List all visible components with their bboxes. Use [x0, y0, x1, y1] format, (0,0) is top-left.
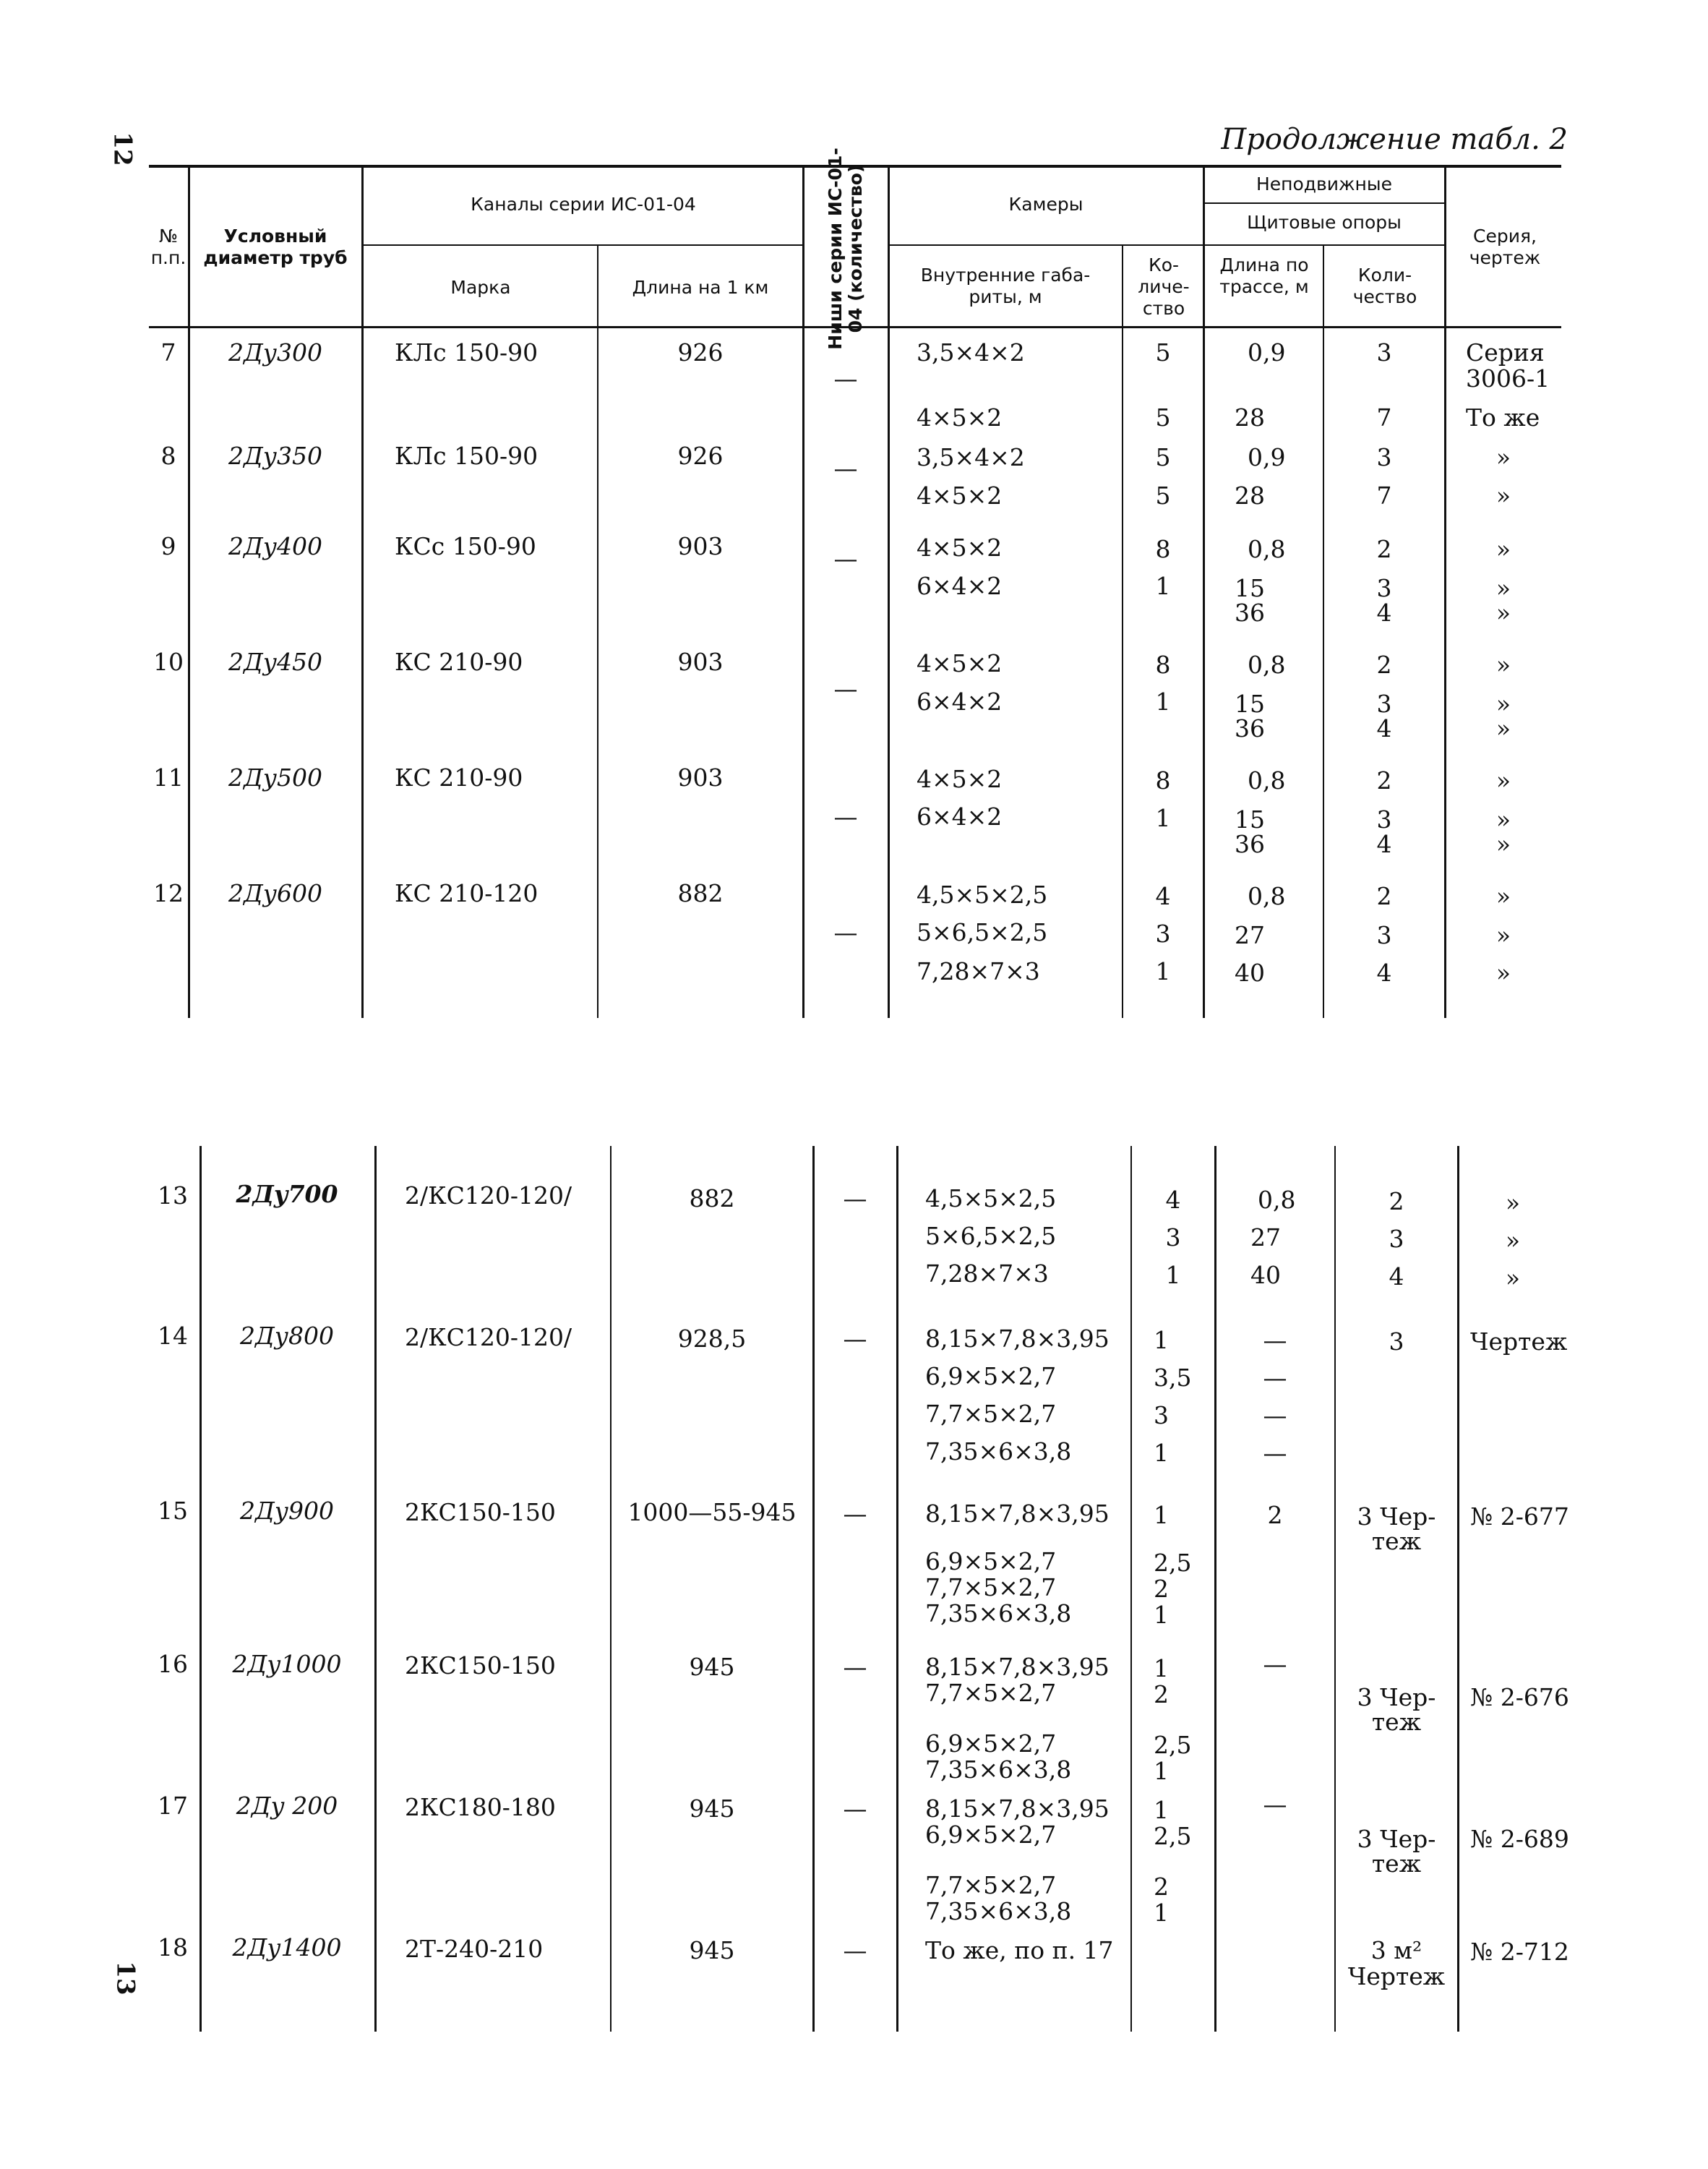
row-niche: — [833, 918, 858, 946]
row-route: 0,8 [1248, 882, 1286, 910]
row-dims: 7,35×6×3,8 [925, 1437, 1072, 1466]
row-length: 945 [689, 1653, 735, 1681]
row-mark: КЛс 150-90 [395, 338, 538, 367]
col-divider [188, 165, 190, 1018]
row-count: 4 [1389, 1262, 1404, 1291]
row-series: № 2-677 [1470, 1502, 1569, 1531]
row-dims: 7,7×5×2,7 [925, 1871, 1057, 1899]
row-count: 2 [1389, 1187, 1404, 1215]
row-dims: 6,9×5×2,7 [925, 1547, 1057, 1575]
row-diameter: 2Ду500 [228, 763, 322, 792]
row-series: № 2-712 [1470, 1938, 1569, 1966]
row-series: » [1495, 651, 1511, 679]
row-route: 36 [1235, 830, 1265, 858]
row-diameter: 2Ду600 [228, 879, 322, 907]
row-series: Чертеж [1470, 1327, 1568, 1356]
col-divider [896, 1146, 898, 2032]
row-count: 2 [1376, 882, 1392, 910]
row-series: » [1495, 959, 1511, 987]
row-number: 8 [160, 442, 176, 470]
row-route: 36 [1235, 714, 1265, 743]
row-length: 945 [689, 1936, 735, 1964]
row-qty: 5 [1155, 403, 1171, 432]
row-count: 4 [1376, 959, 1392, 987]
row-route: 40 [1250, 1261, 1281, 1289]
row-route: — [1263, 1326, 1287, 1354]
row-qty: 2 [1154, 1873, 1169, 1901]
row-route: — [1263, 1790, 1287, 1818]
row-count: 4 [1376, 830, 1392, 858]
row-route: 40 [1235, 959, 1265, 987]
row-qty: 3,5 [1154, 1364, 1192, 1392]
row-qty: 8 [1155, 766, 1171, 795]
row-series: » [1495, 535, 1511, 563]
row-route: — [1263, 1401, 1287, 1429]
row-route: 28 [1235, 482, 1265, 510]
row-qty: 1 [1155, 804, 1171, 832]
row-qty: 1 [1154, 1501, 1169, 1529]
row-series: » [1505, 1226, 1521, 1254]
row-count: 7 [1376, 403, 1392, 432]
row-count: 3 [1389, 1327, 1404, 1356]
row-dims: 6×4×2 [917, 572, 1003, 600]
row-qty: 2,5 [1154, 1822, 1192, 1850]
row-dims: 6,9×5×2,7 [925, 1821, 1057, 1849]
row-niche: — [843, 1794, 867, 1823]
row-dims: 4×5×2 [917, 403, 1003, 432]
row-route: 15 [1235, 690, 1265, 718]
row-dims: 7,28×7×3 [925, 1259, 1049, 1288]
row-length: 882 [689, 1184, 735, 1212]
row-niche: — [833, 364, 858, 393]
row-dims: 7,7×5×2,7 [925, 1573, 1057, 1601]
row-number: 15 [158, 1497, 188, 1525]
row-qty: 5 [1155, 482, 1171, 510]
row-niche: — [833, 454, 858, 482]
row-qty: 1 [1154, 1326, 1169, 1354]
row-dims: 7,35×6×3,8 [925, 1755, 1072, 1784]
row-dims: То же, по п. 17 [925, 1936, 1114, 1964]
row-route: — [1263, 1364, 1287, 1392]
row-diameter: 2Ду450 [228, 648, 322, 676]
row-mark: КСс 150-90 [395, 532, 536, 560]
row-dims: 4×5×2 [917, 765, 1003, 793]
row-qty: 5 [1155, 338, 1171, 367]
row-mark: 2/КС120-120/ [405, 1181, 572, 1210]
row-niche: — [833, 675, 858, 703]
row-qty: 1 [1154, 1601, 1169, 1629]
row-qty: 4 [1165, 1186, 1181, 1214]
row-qty: 3 [1155, 920, 1171, 948]
page-number-top: 12 [108, 132, 137, 166]
row-qty: 3 [1165, 1223, 1181, 1252]
table-caption: Продолжение табл. 2 [1221, 123, 1568, 156]
shield-subrule [1204, 244, 1445, 246]
row-count: 7 [1376, 482, 1392, 510]
row-dims: 8,15×7,8×3,95 [925, 1653, 1110, 1681]
row-route: 0,8 [1258, 1186, 1296, 1214]
col-divider [610, 1146, 611, 2032]
row-number: 11 [153, 763, 184, 792]
row-count: теж [1371, 1527, 1422, 1555]
col-divider [888, 165, 890, 1018]
row-dims: 7,28×7×3 [917, 957, 1040, 985]
row-length: 903 [677, 532, 724, 560]
row-series: № 2-689 [1470, 1825, 1569, 1853]
header-niches: Ниши серии ИС-01-04 (количество) [825, 147, 866, 350]
chambers-subrule [889, 244, 1203, 246]
row-number: 18 [158, 1933, 188, 1961]
row-series: То же [1466, 403, 1540, 432]
row-dims: 7,7×5×2,7 [925, 1400, 1057, 1428]
col-divider [199, 1146, 202, 2032]
row-series: » [1495, 714, 1511, 743]
row-diameter: 2Ду 200 [236, 1792, 338, 1820]
row-dims: 8,15×7,8×3,95 [925, 1325, 1110, 1353]
row-length: 926 [677, 442, 724, 470]
row-count: 2 [1376, 535, 1392, 563]
row-dims: 4×5×2 [917, 534, 1003, 562]
row-length: 945 [689, 1794, 735, 1823]
row-dims: 6×4×2 [917, 803, 1003, 831]
row-niche: — [843, 1325, 867, 1353]
header-chambers: Камеры [1008, 194, 1083, 215]
row-series: Серия 3006-1 [1466, 338, 1550, 393]
row-series: » [1495, 443, 1511, 471]
row-qty: 1 [1155, 688, 1171, 716]
col-divider [1214, 1146, 1216, 2032]
row-qty: 2 [1154, 1575, 1169, 1603]
row-dims: 3,5×4×2 [917, 443, 1025, 471]
row-mark: 2КС150-150 [405, 1498, 556, 1526]
fixed-subrule [1204, 202, 1445, 204]
row-series: № 2-676 [1470, 1683, 1569, 1711]
row-route: 0,8 [1248, 766, 1286, 795]
row-count: 2 [1376, 651, 1392, 679]
row-count: 3 м² [1370, 1936, 1422, 1964]
row-count: 3 [1376, 574, 1392, 602]
row-series: » [1505, 1189, 1521, 1217]
row-dims: 7,35×6×3,8 [925, 1897, 1072, 1925]
row-series: » [1495, 882, 1511, 910]
row-series: » [1505, 1264, 1521, 1292]
row-count: теж [1371, 1708, 1422, 1736]
row-niche: — [833, 544, 858, 573]
row-diameter: 2Ду700 [236, 1180, 338, 1208]
header-qty: Ко-личе-ство [1138, 254, 1190, 319]
header-route-length: Длина по трассе, м [1219, 254, 1309, 297]
row-length: 882 [677, 879, 724, 907]
header-count: Коли-чество [1352, 265, 1417, 307]
row-dims: 4×5×2 [917, 482, 1003, 510]
row-qty: 8 [1155, 535, 1171, 563]
row-series: » [1495, 766, 1511, 795]
row-count: 3 [1376, 443, 1392, 471]
col-divider [802, 165, 804, 1018]
row-mark: 2КС180-180 [405, 1793, 556, 1821]
row-route: 0,9 [1248, 443, 1286, 471]
row-dims: 4,5×5×2,5 [917, 881, 1048, 909]
row-diameter: 2Ду300 [228, 338, 322, 367]
row-mark: 2/КС120-120/ [405, 1323, 572, 1351]
row-count: 4 [1376, 714, 1392, 743]
row-number: 13 [158, 1181, 188, 1210]
row-qty: 4 [1155, 882, 1171, 910]
row-route: 0,8 [1248, 535, 1286, 563]
row-dims: 5×6,5×2,5 [925, 1222, 1057, 1250]
row-length: 926 [677, 338, 724, 367]
row-qty: 1 [1154, 1899, 1169, 1927]
row-qty: 2 [1154, 1680, 1169, 1708]
header-length-per-km: Длина на 1 км [632, 277, 769, 298]
row-dims: 6,9×5×2,7 [925, 1729, 1057, 1758]
row-niche: — [843, 1936, 867, 1964]
row-count: Чертеж [1347, 1962, 1446, 1990]
header-inner-dims: Внутренние габа-риты, м [920, 265, 1091, 307]
row-count: 3 [1376, 921, 1392, 949]
channels-subrule [363, 244, 803, 246]
row-dims: 4,5×5×2,5 [925, 1184, 1057, 1212]
row-dims: 4×5×2 [917, 649, 1003, 677]
header-diameter: Условный диаметр труб [203, 226, 348, 268]
page-number-bottom: 13 [111, 1961, 140, 1995]
row-mark: КС 210-120 [395, 879, 538, 907]
row-qty: 1 [1154, 1796, 1169, 1824]
row-mark: 2Т-240-210 [405, 1935, 544, 1963]
row-niche: — [843, 1653, 867, 1681]
row-count: 3 Чер- [1357, 1825, 1436, 1853]
row-number: 12 [153, 879, 184, 907]
row-dims: 5×6,5×2,5 [917, 918, 1048, 946]
row-series: » [1495, 830, 1511, 858]
row-qty: 1 [1155, 957, 1171, 985]
col-divider [374, 1146, 377, 2032]
row-dims: 6×4×2 [917, 688, 1003, 716]
header-shield: Щитовые опоры [1247, 212, 1402, 233]
row-count: 2 [1376, 766, 1392, 795]
row-count: 4 [1376, 599, 1392, 627]
row-dims: 8,15×7,8×3,95 [925, 1794, 1110, 1823]
row-niche: — [833, 803, 858, 831]
row-diameter: 2Ду1400 [232, 1933, 342, 1961]
row-qty: 2,5 [1154, 1731, 1192, 1759]
col-divider [1203, 165, 1205, 1018]
row-series: » [1495, 805, 1511, 834]
row-route: — [1263, 1650, 1287, 1678]
row-series: » [1495, 482, 1511, 510]
row-route: — [1263, 1439, 1287, 1467]
row-niche: — [843, 1500, 867, 1528]
row-niche: — [843, 1184, 867, 1212]
row-number: 7 [160, 338, 176, 367]
row-route: 27 [1250, 1223, 1281, 1252]
row-qty: 5 [1155, 443, 1171, 471]
row-route: 36 [1235, 599, 1265, 627]
row-length: 1000—55-945 [627, 1498, 797, 1526]
row-route: 0,8 [1248, 651, 1286, 679]
header-channels: Каналы серии ИС-01-04 [471, 194, 696, 215]
header-mark: Марка [450, 277, 511, 298]
row-mark: КЛс 150-90 [395, 442, 538, 470]
row-route: 15 [1235, 574, 1265, 602]
row-qty: 1 [1154, 1654, 1169, 1682]
row-series: » [1495, 574, 1511, 602]
row-mark: КС 210-90 [395, 763, 523, 792]
header-series: Серия, чертеж [1469, 226, 1541, 268]
row-number: 14 [158, 1322, 188, 1350]
row-qty: 1 [1165, 1261, 1181, 1289]
row-dims: 3,5×4×2 [917, 338, 1025, 367]
row-count: 3 Чер- [1357, 1502, 1436, 1531]
row-series: » [1495, 599, 1511, 627]
row-route: 28 [1235, 403, 1265, 432]
row-length: 903 [677, 763, 724, 792]
row-series: » [1495, 690, 1511, 718]
row-dims: 7,7×5×2,7 [925, 1679, 1057, 1707]
row-route: 15 [1235, 805, 1265, 834]
row-qty: 1 [1154, 1439, 1169, 1467]
row-count: 3 [1376, 805, 1392, 834]
row-route: 0,9 [1248, 338, 1286, 367]
row-number: 16 [158, 1650, 188, 1678]
row-route: 27 [1235, 921, 1265, 949]
row-number: 9 [160, 532, 176, 560]
row-route: 2 [1267, 1501, 1283, 1529]
row-number: 17 [158, 1792, 188, 1820]
row-qty: 2,5 [1154, 1549, 1192, 1577]
row-qty: 1 [1154, 1757, 1169, 1785]
row-qty: 3 [1154, 1401, 1169, 1429]
row-diameter: 2Ду1000 [232, 1650, 342, 1678]
row-qty: 1 [1155, 572, 1171, 600]
row-series: » [1495, 921, 1511, 949]
row-number: 10 [153, 648, 184, 676]
row-diameter: 2Ду900 [240, 1497, 334, 1525]
col-divider [361, 165, 364, 1018]
row-dims: 6,9×5×2,7 [925, 1362, 1057, 1390]
row-count: теж [1371, 1849, 1422, 1878]
header-fixed: Неподвижные [1256, 174, 1393, 194]
row-count: 3 [1389, 1225, 1404, 1253]
row-length: 928,5 [677, 1325, 747, 1353]
row-diameter: 2Ду800 [240, 1322, 334, 1350]
row-count: 3 Чер- [1357, 1683, 1436, 1711]
row-dims: 7,35×6×3,8 [925, 1599, 1072, 1627]
row-count: 3 [1376, 338, 1392, 367]
header-num: № п.п. [150, 226, 186, 268]
row-qty: 8 [1155, 651, 1171, 679]
row-length: 903 [677, 648, 724, 676]
row-diameter: 2Ду400 [228, 532, 322, 560]
row-mark: 2КС150-150 [405, 1651, 556, 1680]
row-diameter: 2Ду350 [228, 442, 322, 470]
row-dims: 8,15×7,8×3,95 [925, 1500, 1110, 1528]
row-count: 3 [1376, 690, 1392, 718]
col-divider [812, 1146, 815, 2032]
row-mark: КС 210-90 [395, 648, 523, 676]
